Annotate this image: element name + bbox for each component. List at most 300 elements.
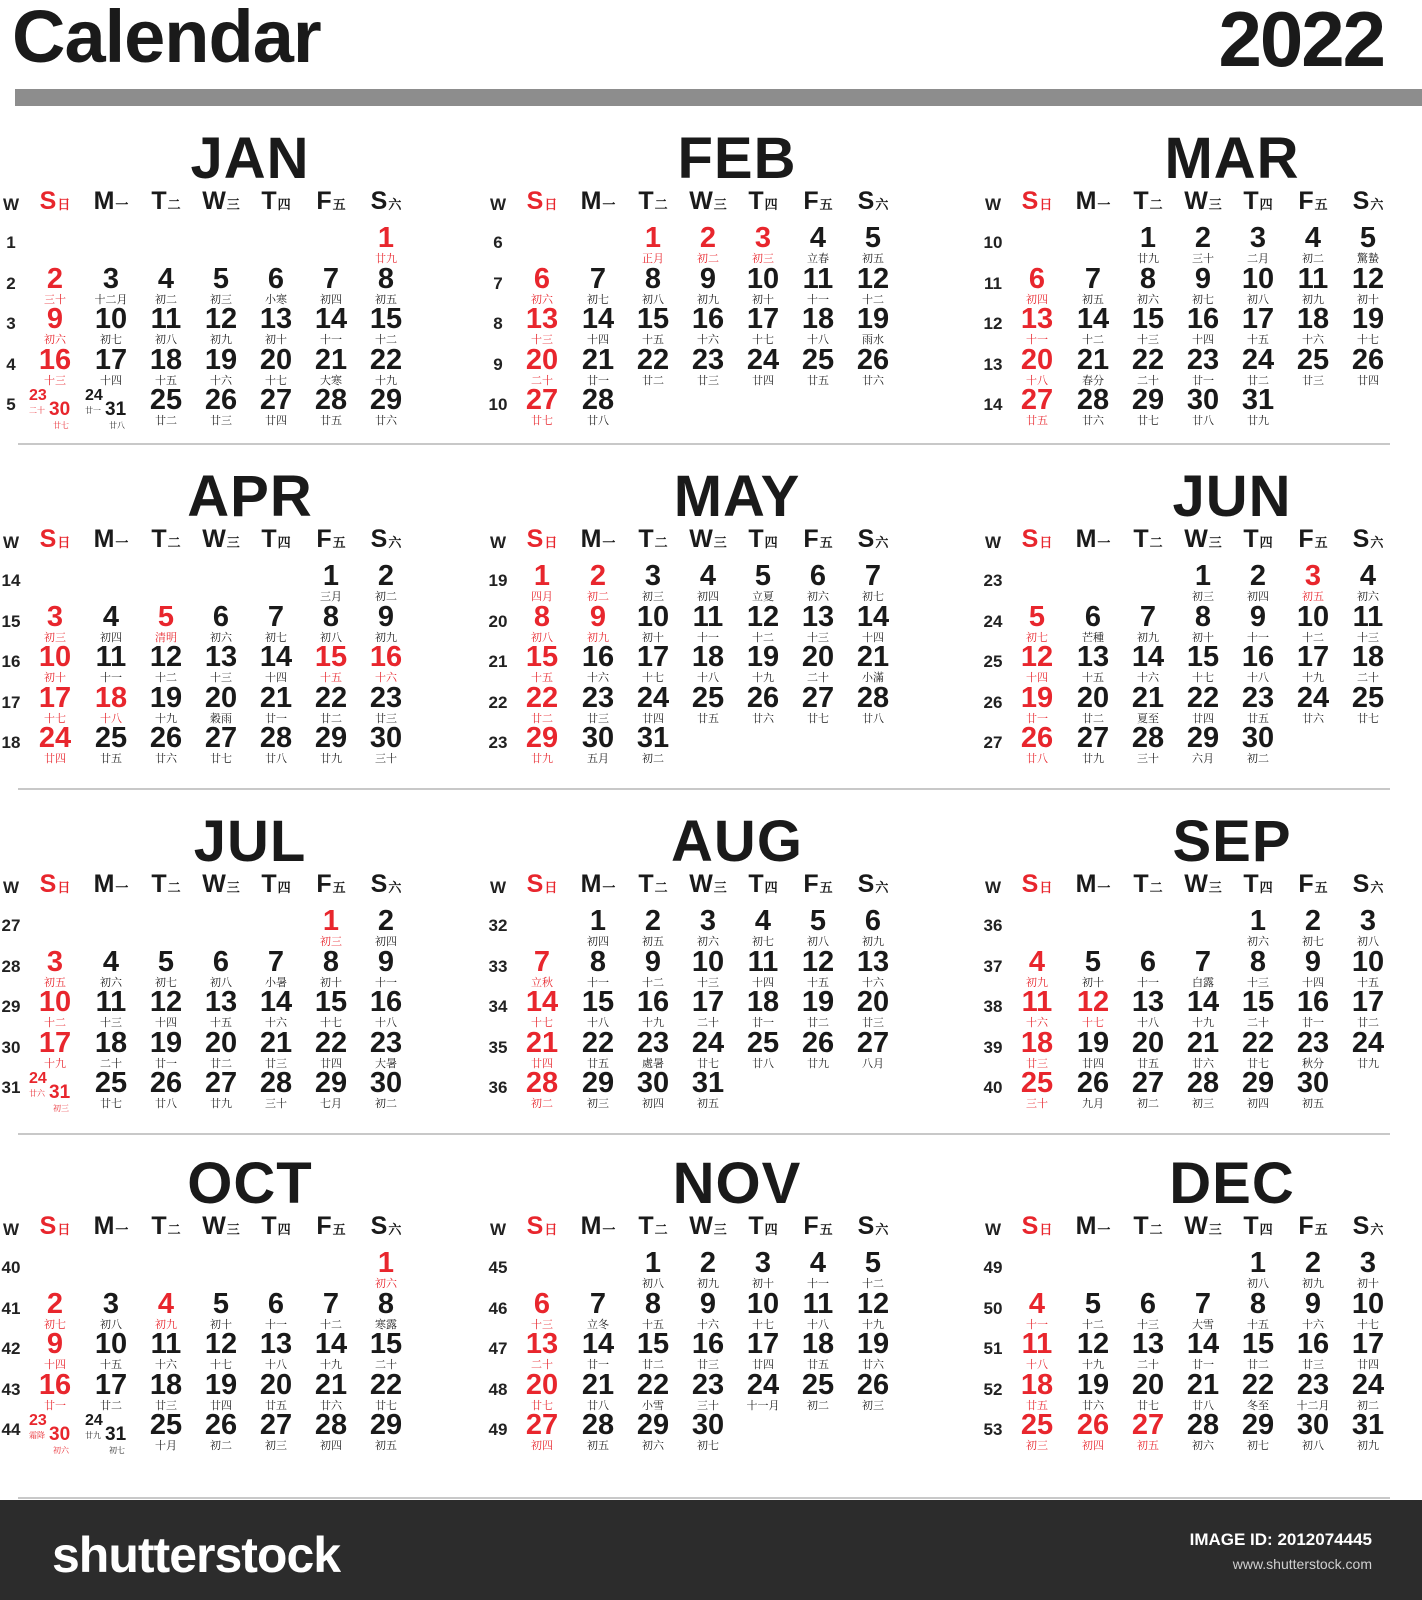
date-number: 7 (1084, 262, 1102, 295)
date-number: 7 (1194, 945, 1212, 978)
lunar-date: 十四 (1026, 672, 1048, 684)
date-cell (1340, 683, 1396, 725)
lunar-date: 十三 (531, 334, 553, 346)
lunar-date: 十四 (155, 1017, 177, 1029)
date-number: 16 (691, 1328, 725, 1360)
month-name: NOV (672, 1151, 802, 1216)
date-number: 18 (94, 1026, 128, 1059)
date-cell (1120, 683, 1176, 725)
date-cell (1065, 1370, 1121, 1412)
date-cell (193, 683, 249, 725)
date-number: 3 (46, 600, 64, 633)
lunar-date: 初三 (265, 1440, 287, 1452)
lunar-date: 十七 (320, 1017, 342, 1029)
date-cell (138, 385, 194, 427)
date-number: 29 (1241, 1067, 1275, 1099)
date-number: 27 (1020, 384, 1054, 416)
date-cell (27, 723, 83, 765)
lunar-date: 初四 (697, 591, 719, 603)
date-cell (248, 1329, 304, 1371)
date-cell (1175, 345, 1231, 387)
lunar-date: 初三 (1192, 1098, 1214, 1110)
date-cell (1175, 987, 1231, 1029)
weekday-header: T二 (1133, 525, 1163, 553)
date-number: 27 (204, 1067, 238, 1099)
week-label: W (984, 533, 1002, 552)
date-cell (790, 1248, 846, 1290)
date-number: 9 (46, 1328, 64, 1360)
date-cell (248, 987, 304, 1029)
date-number: 24 (636, 681, 670, 714)
date-number: 6 (1139, 1287, 1157, 1320)
week-label: W (984, 878, 1002, 897)
lunar-date: 廿九 (210, 1098, 232, 1110)
lunar-date: 十七 (752, 334, 774, 346)
date-number: 5 (754, 560, 772, 592)
lunar-date: 十八 (265, 1359, 287, 1371)
weekday-header: F五 (1298, 187, 1328, 215)
date-cell (735, 1289, 791, 1331)
date-number: 20 (1076, 681, 1110, 714)
date-number: 26 (1076, 1067, 1110, 1099)
lunar-date: 初七 (862, 591, 884, 603)
lunar-date: 廿五 (697, 712, 719, 725)
month-dec (982, 1151, 1422, 1500)
week-label: W (2, 1220, 20, 1239)
date-cell (1120, 385, 1176, 427)
date-cell (358, 264, 414, 306)
date-number: 14 (525, 986, 559, 1018)
lunar-date: 立夏 (752, 591, 774, 603)
date-cell (1065, 1289, 1121, 1331)
date-cell (1230, 1068, 1286, 1110)
lunar-date: 初四 (587, 936, 609, 948)
lunar-date: 初二 (210, 1440, 232, 1452)
date-cell (1175, 1329, 1231, 1371)
date-cell (735, 947, 791, 989)
lunar-date: 十四 (265, 672, 287, 684)
date-number: 6 (864, 905, 882, 937)
lunar-date: 廿四 (752, 1359, 774, 1371)
weekday-header: F五 (803, 870, 833, 898)
date-cell (570, 906, 626, 948)
date-cell (570, 1370, 626, 1412)
week-number: 29 (1, 997, 21, 1016)
date-number: 14 (259, 986, 293, 1018)
date-number: 9 (1194, 262, 1212, 295)
week-number: 12 (983, 314, 1003, 333)
date-cell (138, 345, 194, 387)
lunar-date: 初三 (1026, 1440, 1048, 1452)
lunar-date: 二十 (807, 672, 829, 684)
date-number: 4 (699, 560, 717, 592)
lunar-date: 廿二 (1082, 712, 1104, 725)
date-cell (570, 264, 626, 306)
lunar-date: 三十 (265, 1098, 287, 1110)
lunar-date: 十二 (752, 631, 774, 644)
date-cell (514, 1028, 570, 1070)
week-number: 25 (983, 652, 1003, 671)
lunar-date: 廿一 (85, 406, 101, 415)
month-nov (487, 1151, 957, 1500)
date-number: 17 (94, 343, 128, 376)
date-number: 29 (369, 384, 403, 416)
date-number: 30 (1296, 1409, 1330, 1441)
date-number: 18 (1296, 303, 1330, 335)
weekday-header: W三 (202, 870, 240, 898)
date-cell (1065, 602, 1121, 644)
lunar-date: 初八 (1302, 1440, 1324, 1452)
week-number: 8 (493, 314, 503, 333)
lunar-date: 十八 (1026, 374, 1048, 387)
lunar-date: 廿二 (1357, 1017, 1379, 1029)
lunar-date: 初三 (44, 631, 66, 644)
date-cell (1340, 561, 1396, 603)
lunar-date: 廿一 (1192, 1359, 1214, 1371)
date-cell (358, 683, 414, 725)
date-number: 20 (259, 1368, 293, 1401)
lunar-date: 廿一 (1192, 374, 1214, 387)
date-number: 22 (314, 1026, 348, 1059)
date-number: 19 (1351, 303, 1385, 335)
date-cell (1340, 987, 1396, 1029)
date-cell-stacked (27, 1068, 83, 1120)
date-cell (1065, 642, 1121, 684)
date-cell (1230, 947, 1286, 989)
date-cell (1009, 304, 1065, 346)
date-number: 1 (1139, 222, 1157, 254)
date-cell (83, 304, 139, 346)
lunar-date: 十六 (375, 672, 397, 684)
week-number: 11 (984, 273, 1002, 293)
week-number: 42 (1, 1339, 21, 1358)
lunar-date: 十二 (862, 293, 884, 306)
date-cell (845, 304, 901, 346)
date-number: 10 (94, 1328, 128, 1360)
date-number: 7 (267, 600, 285, 633)
lunar-date: 十九 (1192, 1017, 1214, 1029)
date-number: 20 (525, 343, 559, 376)
lunar-date: 十八 (1247, 672, 1269, 684)
date-cell (735, 1028, 791, 1070)
date-cell (735, 1370, 791, 1412)
date-cell (1285, 947, 1341, 989)
date-cell (1065, 1329, 1121, 1371)
date-number: 28 (259, 1067, 293, 1099)
date-number: 15 (314, 986, 348, 1018)
date-cell (790, 304, 846, 346)
weekday-header: T四 (748, 870, 778, 898)
date-cell (790, 264, 846, 306)
date-cell (248, 1370, 304, 1412)
lunar-date: 廿八 (1192, 415, 1214, 427)
date-number: 31 (1351, 1409, 1385, 1441)
date-number: 25 (1351, 681, 1385, 714)
lunar-date: 初三 (320, 936, 342, 948)
date-number: 2 (377, 560, 395, 592)
date-number: 8 (1139, 262, 1157, 295)
date-number: 4 (102, 945, 120, 978)
date-cell (570, 1329, 626, 1371)
lunar-date: 十八 (587, 1017, 609, 1029)
lunar-date: 初五 (862, 253, 884, 265)
date-cell (1230, 1370, 1286, 1412)
date-cell (303, 1289, 359, 1331)
date-number: 16 (636, 986, 670, 1018)
weekday-header: T四 (1243, 525, 1273, 553)
lunar-date: 初六 (100, 976, 122, 989)
date-cell (735, 561, 791, 603)
lunar-date: 廿七 (1137, 415, 1159, 427)
lunar-date: 初十 (752, 1278, 774, 1290)
lunar-date: 二十 (531, 1359, 553, 1371)
date-cell (303, 264, 359, 306)
lunar-date: 廿八 (155, 1098, 177, 1110)
date-cell (1285, 264, 1341, 306)
date-number: 17 (746, 303, 780, 335)
lunar-date: 廿四 (210, 1399, 232, 1412)
lunar-date: 廿八 (862, 712, 884, 725)
date-number: 12 (746, 600, 780, 633)
date-number: 22 (1241, 1026, 1275, 1059)
weekday-header: S六 (1352, 870, 1384, 898)
date-cell (735, 304, 791, 346)
lunar-date: 十六 (1026, 1017, 1048, 1029)
date-number: 21 (1131, 681, 1165, 714)
week-label: W (489, 1220, 507, 1239)
date-cell (1340, 1410, 1396, 1452)
date-number: 18 (94, 681, 128, 714)
date-number: 7 (1194, 1287, 1212, 1320)
date-cell (303, 723, 359, 765)
date-number: 27 (525, 384, 559, 416)
month-name: JUN (1172, 464, 1292, 529)
date-cell (625, 723, 681, 765)
month-name: DEC (1169, 1151, 1295, 1216)
date-cell (303, 947, 359, 989)
date-cell (358, 1248, 414, 1290)
date-cell (248, 1289, 304, 1331)
date-cell (790, 642, 846, 684)
week-number: 39 (983, 1037, 1003, 1057)
lunar-date: 初八 (155, 334, 177, 346)
week-number: 50 (983, 1298, 1003, 1318)
date-cell (358, 1410, 414, 1452)
date-cell (735, 642, 791, 684)
lunar-date: 廿八 (587, 1399, 609, 1412)
weekday-header: F五 (316, 1212, 346, 1240)
date-number: 13 (1020, 303, 1054, 335)
date-number: 9 (377, 945, 395, 978)
date-cell (303, 385, 359, 427)
week-number: 38 (983, 997, 1003, 1016)
lunar-date: 十七 (210, 1359, 232, 1371)
date-cell (248, 723, 304, 765)
date-cell (735, 264, 791, 306)
date-cell (1065, 1410, 1121, 1452)
lunar-date: 十一 (320, 334, 342, 346)
weekday-header: S六 (857, 1212, 889, 1240)
week-label: W (489, 533, 507, 552)
lunar-date: 廿六 (1302, 712, 1324, 725)
date-number: 9 (589, 600, 607, 633)
date-number: 12 (856, 262, 890, 295)
date-number: 20 (1131, 1368, 1165, 1401)
date-cell (1175, 304, 1231, 346)
date-number: 19 (1020, 681, 1054, 714)
date-number: 16 (1296, 1328, 1330, 1360)
date-cell (1065, 723, 1121, 765)
weekday-header: F五 (1298, 1212, 1328, 1240)
date-cell (1175, 561, 1231, 603)
weekday-header: M一 (1075, 525, 1111, 553)
week-number: 1 (6, 233, 16, 252)
date-cell (193, 1410, 249, 1452)
date-number: 2 (644, 905, 662, 937)
date-number: 13 (204, 986, 238, 1018)
date-cell (790, 987, 846, 1029)
weekday-header: T四 (748, 525, 778, 553)
weekday-header: W三 (689, 187, 727, 215)
date-cell (303, 602, 359, 644)
date-cell (1285, 906, 1341, 948)
date-cell (1175, 1028, 1231, 1070)
lunar-date: 三十 (44, 293, 66, 306)
lunar-date: 廿六 (862, 1359, 884, 1371)
weekday-header: S日 (39, 525, 71, 553)
lunar-date: 初八 (531, 631, 553, 644)
weekday-header: S日 (526, 525, 558, 553)
date-number: 3 (754, 1247, 772, 1279)
date-cell (1230, 345, 1286, 387)
date-number: 12 (856, 1287, 890, 1320)
date-cell (1340, 223, 1396, 265)
weekday-header: T二 (1133, 1212, 1163, 1240)
lunar-date: 廿七 (531, 1399, 553, 1412)
lunar-date: 廿三 (587, 712, 609, 725)
date-number: 24 (1351, 1368, 1385, 1401)
date-number: 6 (212, 945, 230, 978)
date-number: 16 (38, 1368, 72, 1401)
lunar-date: 初五 (587, 1440, 609, 1452)
lunar-date: 初五 (375, 293, 397, 306)
date-number: 25 (691, 681, 725, 714)
date-cell (790, 345, 846, 387)
lunar-date: 初九 (1302, 1278, 1324, 1290)
date-cell (1065, 987, 1121, 1029)
lunar-date: 十九 (642, 1017, 664, 1029)
weekday-header: W三 (689, 525, 727, 553)
date-number: 16 (1241, 641, 1275, 673)
date-cell (845, 561, 901, 603)
lunar-date: 夏至 (1137, 712, 1159, 725)
date-number: 21 (1186, 1368, 1220, 1401)
date-number: 26 (149, 1067, 183, 1099)
date-cell (1230, 906, 1286, 948)
lunar-date: 廿二 (210, 1057, 232, 1070)
date-number: 19 (856, 1328, 890, 1360)
week-number: 52 (983, 1379, 1003, 1399)
date-number: 14 (856, 600, 890, 633)
lunar-date: 廿一 (1026, 712, 1048, 725)
weekday-header: F五 (316, 187, 346, 215)
lunar-date: 初七 (100, 334, 122, 346)
lunar-date: 廿七 (53, 421, 69, 430)
date-cell (303, 642, 359, 684)
date-cell (248, 602, 304, 644)
date-cell (1285, 345, 1341, 387)
lunar-date: 八月 (862, 1057, 884, 1070)
date-cell (1340, 1370, 1396, 1412)
lunar-date: 十八 (807, 1318, 829, 1331)
date-cell (625, 264, 681, 306)
date-number: 15 (525, 641, 559, 673)
date-number: 3 (102, 262, 120, 295)
date-number: 27 (1131, 1409, 1165, 1441)
lunar-date: 初七 (587, 293, 609, 306)
date-cell (1120, 1370, 1176, 1412)
date-cell (735, 223, 791, 265)
lunar-date: 廿九 (1137, 253, 1159, 265)
date-number: 11 (747, 945, 779, 978)
date-number: 16 (691, 303, 725, 335)
lunar-date: 初七 (109, 1446, 125, 1455)
weekday-header: F五 (803, 187, 833, 215)
date-cell (1009, 1068, 1065, 1110)
lunar-date: 十八 (1137, 1017, 1159, 1029)
date-number: 2 (1304, 1247, 1322, 1279)
date-cell (680, 1068, 736, 1110)
lunar-date: 五月 (587, 753, 609, 765)
date-cell (248, 642, 304, 684)
date-cell (1009, 602, 1065, 644)
date-cell (193, 1068, 249, 1110)
date-number: 15 (369, 303, 403, 335)
lunar-date: 十七 (531, 1017, 553, 1029)
week-number: 41 (1, 1298, 21, 1318)
date-number: 1 (644, 1247, 662, 1279)
lunar-date: 初九 (155, 1318, 177, 1331)
date-number: 16 (581, 641, 615, 673)
date-number: 16 (369, 641, 403, 673)
date-number: 15 (1241, 1328, 1275, 1360)
lunar-date: 初五 (1082, 293, 1104, 306)
date-cell (680, 1028, 736, 1070)
weekday-header: T二 (151, 1212, 181, 1240)
date-number: 10 (1351, 945, 1385, 978)
date-cell (735, 1329, 791, 1371)
date-number: 22 (314, 681, 348, 714)
weekday-header: S日 (39, 187, 71, 215)
date-number: 22 (369, 1368, 403, 1401)
date-cell (625, 1248, 681, 1290)
lunar-date: 初二 (697, 253, 719, 265)
weekday-header: W三 (1184, 525, 1222, 553)
date-cell (1340, 1329, 1396, 1371)
date-number: 4 (157, 262, 175, 295)
lunar-date: 十三 (531, 1318, 553, 1331)
lunar-date: 初五 (697, 1098, 719, 1110)
lunar-date: 十四 (1192, 334, 1214, 346)
date-number: 24 (746, 343, 780, 376)
date-number: 30 (691, 1409, 725, 1441)
week-label: W (2, 533, 20, 552)
lunar-date: 初二 (1357, 1399, 1379, 1412)
lunar-date: 廿七 (697, 1057, 719, 1070)
date-cell (625, 1370, 681, 1412)
date-number: 1 (377, 222, 395, 254)
date-number: 24 (85, 1412, 103, 1429)
